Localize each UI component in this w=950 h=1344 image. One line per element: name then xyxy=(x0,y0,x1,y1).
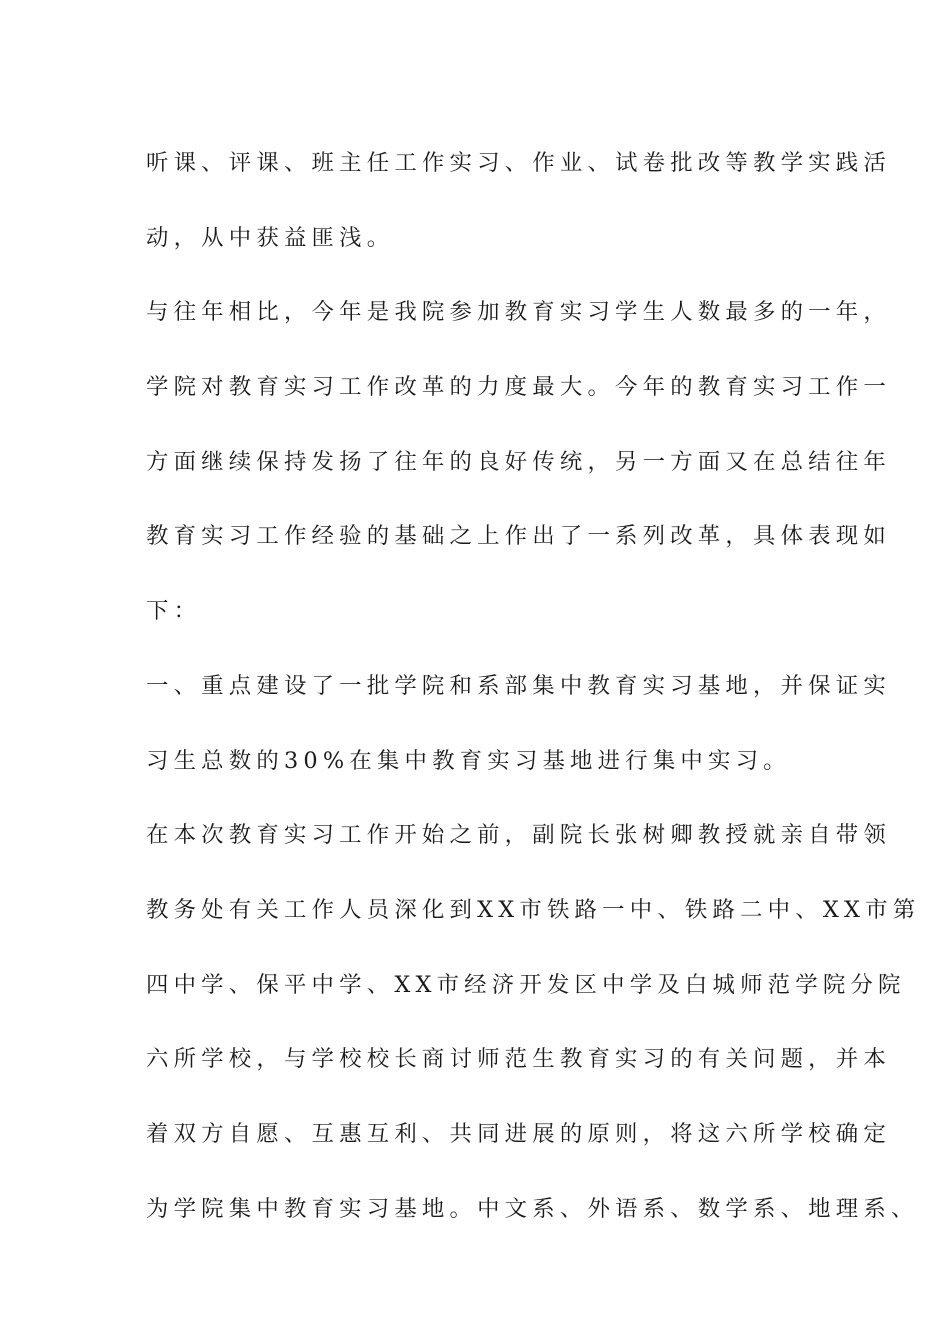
text-line: 教育实习工作经验的基础之上作出了一系列改革，具体表现如 xyxy=(146,523,891,550)
text-line: 着双方自愿、互惠互利、共同进展的原则，将这六所学校确定 xyxy=(146,1120,891,1147)
text-line: 在本次教育实习工作开始之前，副院长张树卿教授就亲自带领 xyxy=(146,822,891,849)
text-line: 六所学校，与学校校长商讨师范生教育实习的有关问题，并本 xyxy=(146,1046,891,1073)
text-line: 四中学、保平中学、XX市经济开发区中学及白城师范学院分院 xyxy=(146,971,906,998)
text-line: 方面继续保持发扬了往年的良好传统，另一方面又在总结往年 xyxy=(146,448,891,475)
text-line: 听课、评课、班主任工作实习、作业、试卷批改等教学实践活 xyxy=(146,150,891,176)
text-line: 动，从中获益匪浅。 xyxy=(146,224,395,251)
text-line: 教务处有关工作人员深化到XX市铁路一中、铁路二中、XX市第 xyxy=(146,896,921,923)
text-line: 一、重点建设了一批学院和系部集中教育实习基地，并保证实 xyxy=(146,672,891,699)
text-line: 与往年相比，今年是我院参加教育实习学生人数最多的一年， xyxy=(146,299,891,326)
text-line: 为学院集中教育实习基地。中文系、外语系、数学系、地理系、 xyxy=(146,1195,919,1222)
text-line: 学院对教育实习工作改革的力度最大。今年的教育实习工作一 xyxy=(146,374,891,401)
text-line: 下： xyxy=(146,598,202,625)
body-text xyxy=(146,126,921,1246)
text-line: 习生总数的30%在集中教育实习基地进行集中实习。 xyxy=(146,747,791,774)
